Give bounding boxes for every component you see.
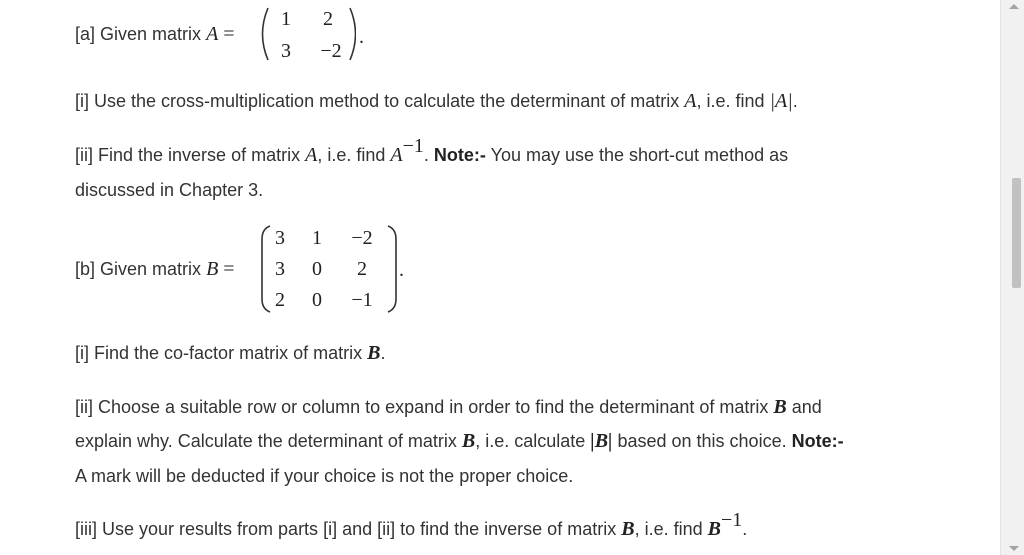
part-a-ii-line2-text: discussed in Chapter 3. (75, 180, 264, 200)
matrix-b-cell: 3 (275, 227, 285, 249)
var-b: B (773, 396, 787, 418)
equals-sign: = (223, 23, 235, 45)
part-a-ii-text4: You may use the short-cut method as (490, 145, 789, 165)
part-a-label (75, 23, 235, 45)
matrix-b (258, 223, 408, 315)
var-a: A (305, 144, 318, 166)
det-a: |A| (769, 90, 793, 112)
inverse-a-exponent: −1 (402, 135, 424, 157)
note-label: Note:- (791, 431, 844, 451)
part-b-ii-line1 (75, 396, 822, 418)
matrix-b-cell: 0 (312, 258, 322, 280)
part-a-i-text2: , i.e. find (696, 91, 765, 111)
matrix-b-cell: −1 (351, 289, 373, 311)
vertical-scrollbar[interactable] (1000, 0, 1024, 555)
matrix-b-cell: −2 (351, 227, 373, 249)
var-a: A (684, 90, 697, 112)
part-b-i (75, 342, 385, 364)
part-b-ii-and: and (791, 397, 822, 417)
part-b-ii-line2-text3: based on this choice. (617, 431, 787, 451)
period: . (423, 145, 429, 165)
note-label: Note:- (433, 145, 486, 165)
var-b: B (461, 430, 476, 452)
scroll-up-arrow-icon[interactable] (1009, 4, 1019, 9)
part-a-ii-text: [ii] Find the inverse of matrix (75, 145, 301, 165)
det-b: |B| (590, 430, 613, 452)
part-a-ii-text2: , i.e. find (317, 145, 386, 165)
equals-sign: = (223, 258, 235, 280)
part-a-ii-line2 (75, 179, 263, 201)
matrix-b-cell: 3 (275, 258, 285, 280)
inverse-b-base: B (707, 518, 721, 540)
var-b: B (367, 342, 381, 364)
inverse-b-exponent: −1 (720, 509, 743, 531)
matrix-b-cell: 2 (357, 258, 367, 280)
part-a-i (75, 90, 798, 112)
matrix-a-cell: 1 (281, 8, 291, 30)
part-a-i-text: [i] Use the cross-multiplication method to calculate the determinant of matrix (75, 91, 680, 111)
matrix-a-var: A (206, 23, 219, 45)
part-b-ii-text: [ii] Choose a suitable row or column to expand in order to find the determinant of matrix (75, 397, 769, 417)
matrix-a-cell: 2 (323, 8, 333, 30)
matrix-a-period: . (359, 26, 364, 48)
part-b-text: [b] Given matrix (75, 259, 202, 279)
scrollbar-thumb[interactable] (1012, 178, 1021, 288)
period: . (792, 91, 798, 111)
matrix-b-cell: 2 (275, 289, 285, 311)
part-b-label (75, 258, 235, 280)
part-b-iii (75, 509, 748, 540)
part-b-ii-line3-text: A mark will be deducted if your choice is not the proper choice. (75, 466, 574, 486)
period: . (380, 343, 386, 363)
part-b-ii-line3 (75, 465, 573, 487)
part-b-ii-line2-text: explain why. Calculate the determinant of matrix (75, 431, 457, 451)
matrix-a-cell: −2 (320, 40, 342, 62)
matrix-b-var: B (206, 258, 219, 280)
part-a-ii-line1 (75, 135, 789, 166)
part-b-iii-text2: , i.e. find (634, 519, 703, 539)
matrix-a-cell: 3 (281, 40, 291, 62)
period: . (742, 519, 748, 539)
matrix-b-cell: 1 (312, 227, 322, 249)
part-b-ii-line2 (75, 430, 844, 452)
part-b-ii-line2-text2: , i.e. calculate (475, 431, 586, 451)
matrix-b-cell: 0 (312, 289, 322, 311)
var-b: B (621, 518, 635, 540)
scroll-down-arrow-icon[interactable] (1009, 546, 1019, 551)
part-b-i-text: [i] Find the co-factor matrix of matrix (75, 343, 363, 363)
matrix-a (256, 4, 364, 64)
part-b-iii-text: [iii] Use your results from parts [i] and [ii] to find the inverse of matrix (75, 519, 617, 539)
matrix-b-period: . (399, 259, 404, 281)
part-a-text: [a] Given matrix (75, 24, 202, 44)
inverse-a-base: A (390, 144, 403, 166)
